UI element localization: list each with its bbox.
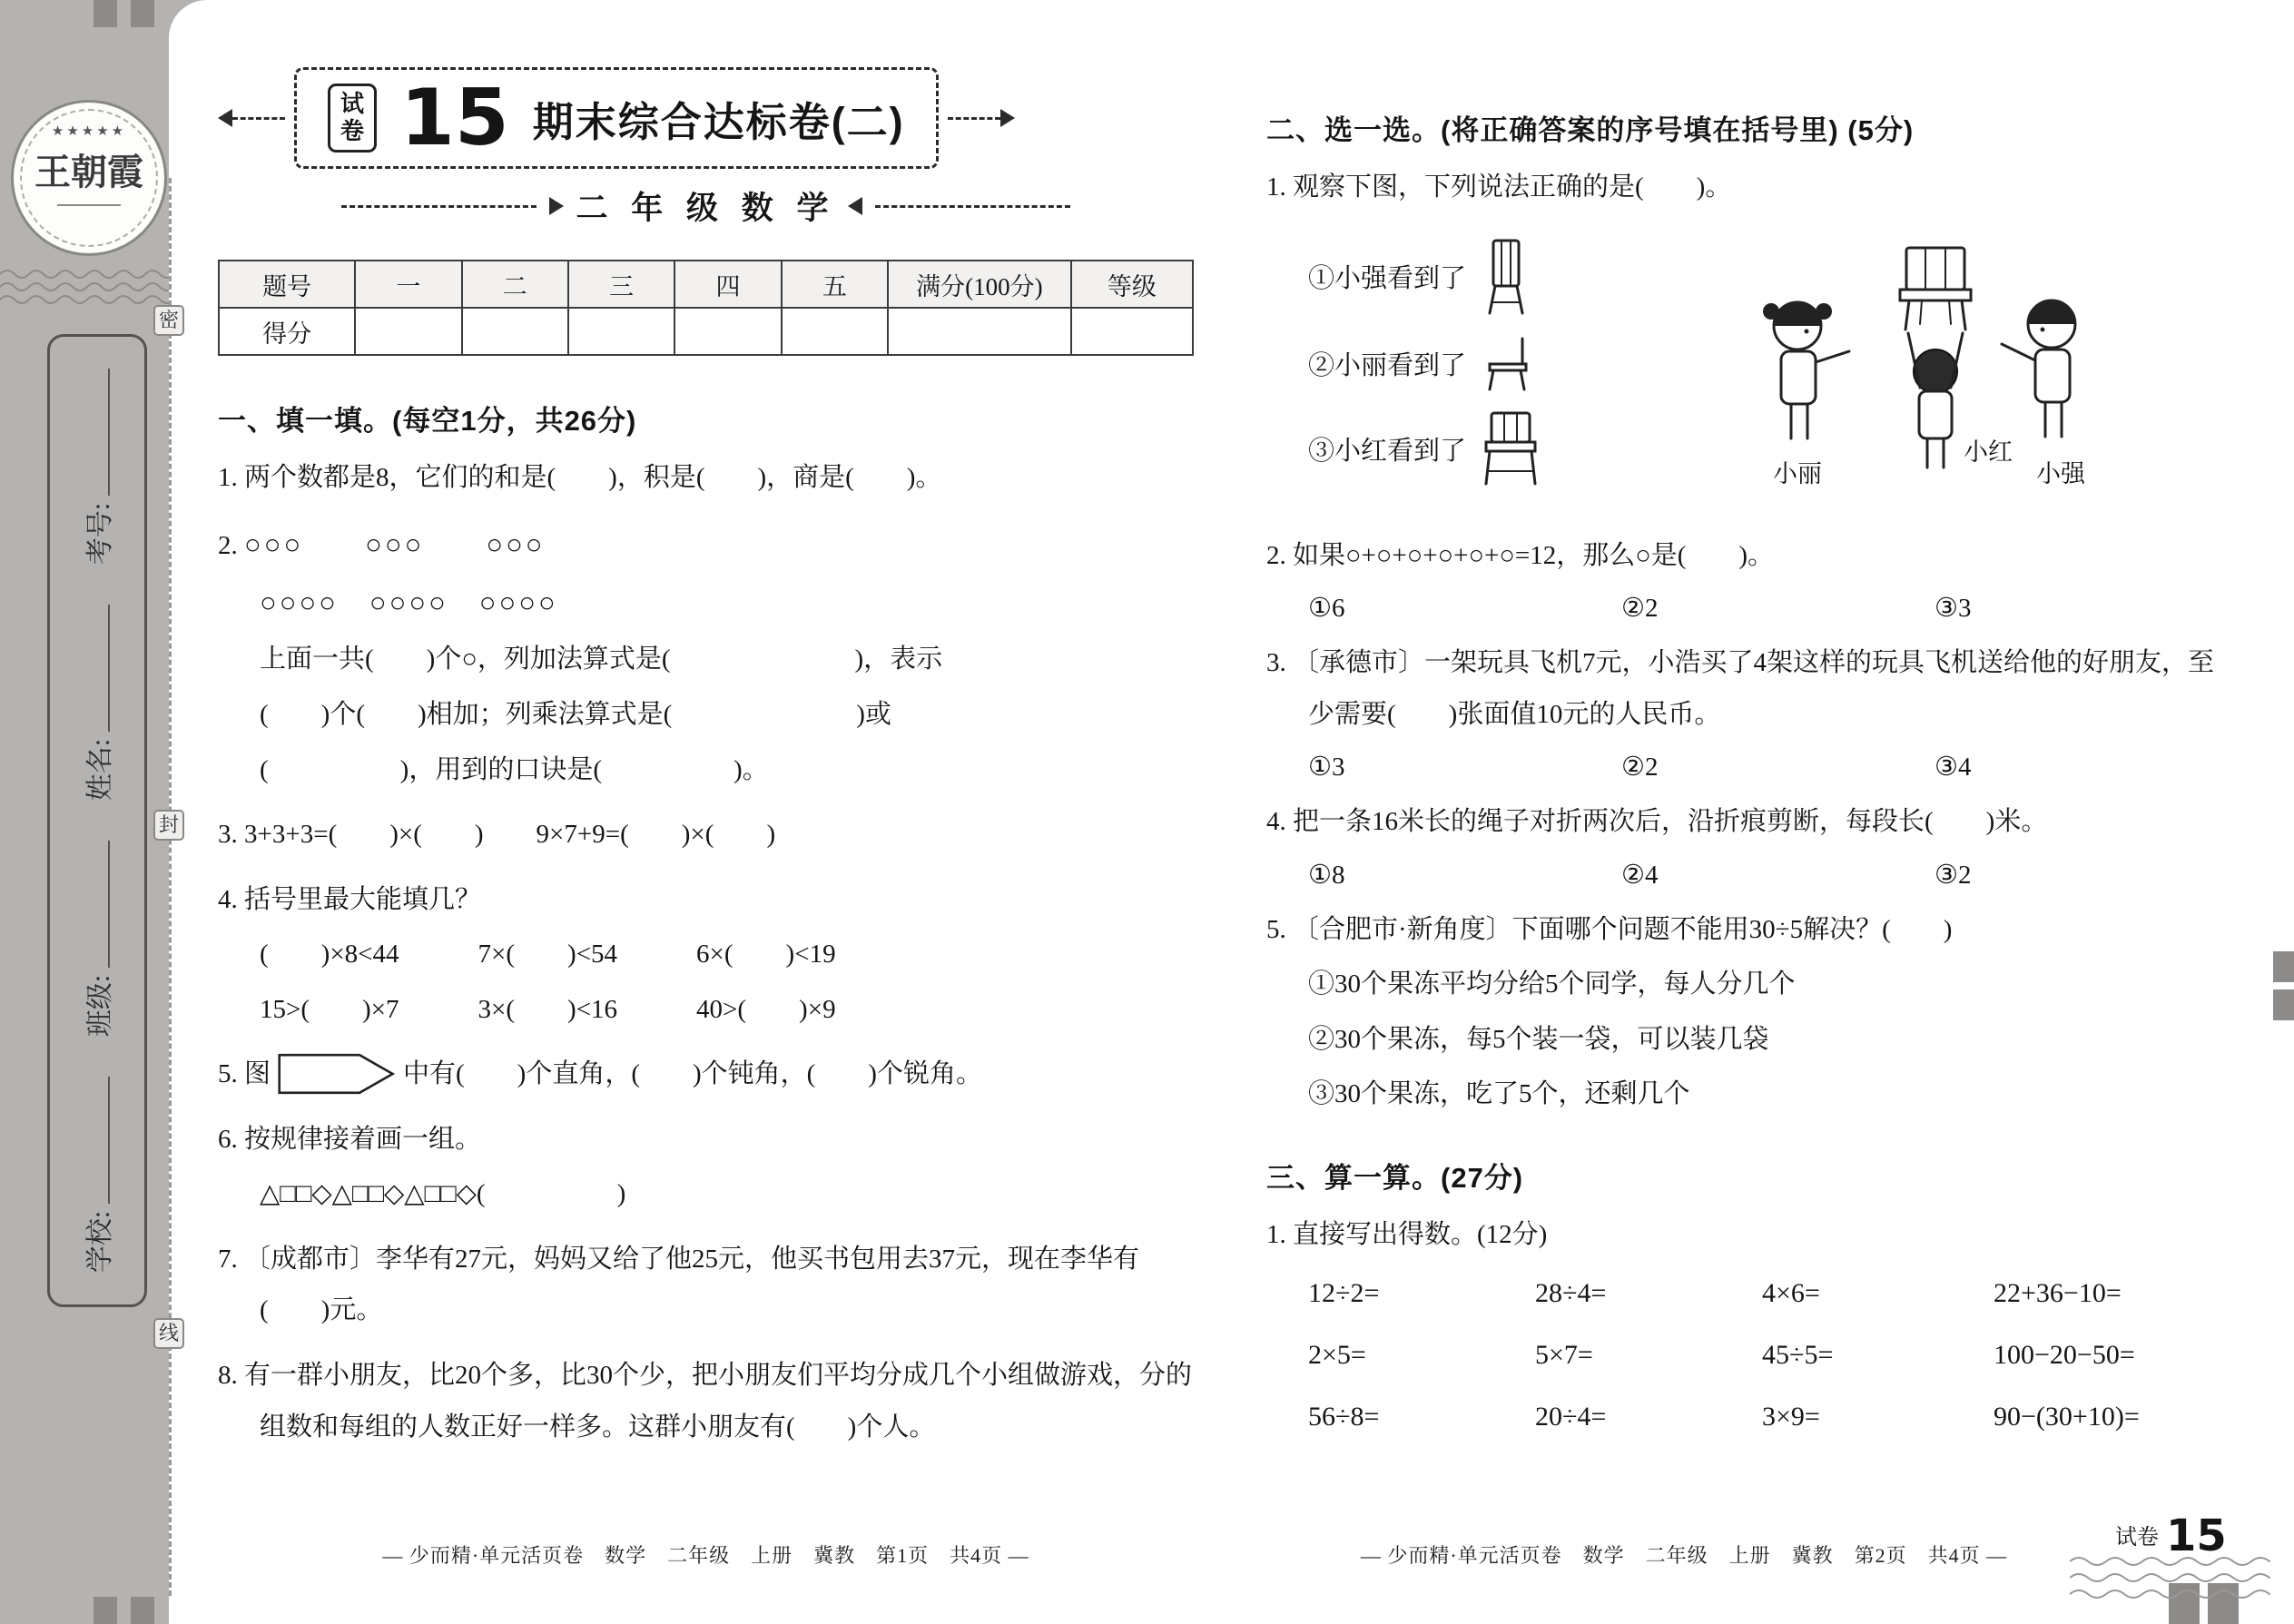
- calc-item: 56÷8=: [1308, 1402, 1380, 1432]
- child-xiaoli: [1763, 302, 1849, 438]
- section2-question-2: 2. 如果○+○+○+○+○+○=12，那么○是( )。: [1266, 540, 1775, 570]
- chair-options: [1266, 217, 1720, 487]
- score-cell: [674, 308, 781, 355]
- option-3: [1308, 411, 1720, 487]
- chair-front-view-icon: [1481, 411, 1541, 487]
- score-cell: [355, 308, 461, 355]
- question-1: 1. 两个数都是8，它们的和是( )，积是( )，商是( )。: [218, 463, 942, 492]
- option: ②2: [1621, 594, 1659, 624]
- question-2-line1: 上面一共( )个○，列加法算式是( )，表示: [260, 645, 943, 674]
- score-header-cell: 题号: [219, 261, 355, 308]
- class-field: [77, 841, 117, 1037]
- question-3-options: [1308, 751, 2227, 782]
- option: ③4: [1935, 753, 1972, 782]
- arrow-icon: [1000, 109, 1015, 127]
- calc-item: 3×9=: [1762, 1402, 1820, 1432]
- children-around-chair-illustration: [1720, 217, 2129, 517]
- publisher-logo: [11, 100, 167, 256]
- arrow-icon: [848, 197, 862, 215]
- right-page-footer: — 少而精·单元活页卷 数学 二年级 上册 冀教 第2页 共4页 —: [1360, 1544, 2008, 1567]
- score-header-cell: 四: [674, 261, 781, 308]
- score-header-cell: 三: [568, 261, 674, 308]
- question-2-circles: [218, 517, 1194, 572]
- option: ①3: [1308, 753, 1345, 782]
- score-header-cell: 一: [355, 261, 461, 308]
- question-8: 8. 有一群小朋友，比20个多，比30个少，把小朋友们平均分成几个小组做游戏，分的组数和每组的人数正好一样多。这群小朋友有( )个人。: [218, 1360, 1193, 1442]
- question-5-option-2: ②30个果冻，每5个装一袋，可以装几袋: [1308, 1024, 1769, 1054]
- question-2-line3: ( )，用到的口诀是( )。: [260, 754, 769, 784]
- option-1: [1308, 237, 1720, 317]
- question-2-marker: 2.: [218, 530, 244, 560]
- question-6: 6. 按规律接着画一组。: [218, 1124, 482, 1154]
- question-4-options: [1308, 859, 2227, 891]
- banner-tail: [948, 117, 1000, 120]
- corner-tab: [131, 0, 154, 27]
- calc-item: 12÷2=: [1308, 1278, 1380, 1309]
- edge-tab: [2273, 989, 2294, 1020]
- name-blank: [108, 605, 110, 732]
- question-4-row2: 15>( )×7 3×( )<16 40>( )×9: [260, 994, 836, 1024]
- score-header-cell: 五: [782, 261, 888, 308]
- title-banner-box: [294, 67, 939, 169]
- score-header-cell: 二: [462, 261, 568, 308]
- paper-badge: 试卷: [328, 84, 377, 153]
- calc-item: 45÷5=: [1762, 1340, 1834, 1371]
- name-label: 姓名:: [85, 738, 115, 802]
- question-5-suffix: 中有( )个直角，( )个钝角，( )个锐角。: [403, 1059, 982, 1089]
- score-value-row: [219, 308, 1193, 355]
- question-7: 7. 〔成都市〕李华有27元，妈妈又给了他25元，他买书包用去37元，现在李华有( )元。: [218, 1244, 1140, 1325]
- class-label: 班级:: [85, 974, 115, 1038]
- question-5-option-1: ①30个果冻平均分给5个同学，每人分几个: [1308, 969, 1796, 999]
- option: ①8: [1308, 860, 1345, 890]
- label-xiaoli: 小丽: [1773, 459, 1822, 487]
- score-cell: [462, 308, 568, 355]
- child-xiaohong: [1908, 333, 1963, 468]
- seal-line: [169, 178, 172, 1596]
- logo-brand-name: 王朝霞: [34, 152, 143, 192]
- score-cell: [1071, 308, 1193, 355]
- child-xiaoqiang: [2002, 300, 2075, 437]
- label-xiaoqiang: 小强: [2036, 459, 2085, 487]
- section2-question-3: 3. 〔承德市〕一架玩具飞机7元，小浩买了4架这样的玩具飞机送给他的好朋友，至少需要( )张面值10元的人民币。: [1266, 648, 2215, 729]
- student-info-fields: [52, 349, 143, 1293]
- section2-question-4: 4. 把一条16米长的绳子对折两次后，沿折痕剪断，每段长( )米。: [1266, 807, 2048, 837]
- score-cell: [888, 308, 1071, 355]
- section2-question-1: 1. 观察下图，下列说法正确的是( )。: [1266, 172, 1732, 202]
- school-field: [77, 1077, 117, 1273]
- question-3: 3. 3+3+3=( )×( ) 9×7+9=( )×( ): [218, 820, 776, 850]
- circle-row-bottom: ○○○○ ○○○○ ○○○○: [260, 586, 558, 618]
- logo-rule: [57, 204, 121, 206]
- question-5: [218, 1048, 1194, 1100]
- corner-tab: [131, 1597, 154, 1624]
- question-2-options: [1308, 592, 2227, 624]
- section1-title: 一、填一填。(每空1分，共26分): [218, 405, 637, 437]
- score-cell: [782, 308, 888, 355]
- paper-title: 期末综合达标卷(二): [532, 98, 905, 145]
- logo-stars: ★★★★★: [51, 124, 127, 139]
- examno-field: [77, 369, 117, 565]
- question-2-line2: ( )个( )相加；列乘法算式是( )或: [260, 699, 891, 729]
- question-5-prefix: 5. 图: [218, 1059, 271, 1089]
- chair-back-view-icon: [1481, 237, 1531, 317]
- option: ③2: [1935, 860, 1972, 890]
- edge-tab: [2273, 951, 2294, 982]
- seal-char: 封: [153, 810, 184, 841]
- school-label: 学校:: [85, 1210, 115, 1274]
- score-cell: [568, 308, 674, 355]
- school-blank: [108, 1077, 110, 1204]
- class-blank: [108, 841, 110, 968]
- score-header-cell: 等级: [1071, 261, 1193, 308]
- student-info-box: [47, 334, 147, 1307]
- calc-item: 20÷4=: [1535, 1402, 1607, 1432]
- right-page-column: [1266, 53, 2227, 1432]
- calc-item: 2×5=: [1308, 1340, 1366, 1371]
- page-number-badge: [2115, 1511, 2227, 1561]
- seal-char: 线: [153, 1318, 184, 1349]
- calc-grid: [1308, 1278, 2227, 1432]
- calc-item: 4×6=: [1762, 1278, 1820, 1309]
- calc-item: 90−(30+10)=: [1994, 1402, 2140, 1432]
- scene-chair: [1900, 248, 1971, 330]
- examno-blank: [108, 369, 110, 496]
- question-4: 4. 括号里最大能填几？: [218, 884, 482, 914]
- question-5-option-3: ③30个果冻，吃了5个，还剩几个: [1308, 1079, 1690, 1109]
- section3-title: 三、算一算。(27分): [1266, 1161, 1524, 1194]
- left-page-footer: — 少而精·单元活页卷 数学 二年级 上册 冀教 第1页 共4页 —: [382, 1544, 1029, 1567]
- paper-subtitle: 二 年 级 数 学: [576, 191, 836, 226]
- left-page-column: [218, 53, 1194, 1452]
- subtitle-dash: [875, 205, 1070, 208]
- label-xiaohong: 小红: [1964, 438, 2013, 466]
- score-row-label: 得分: [219, 308, 355, 355]
- calc-subtitle: 1. 直接写出得数。(12分): [1266, 1219, 1548, 1249]
- option-2-text: ②小丽看到了: [1308, 351, 1467, 381]
- corner-tab: [94, 1597, 117, 1624]
- arrow-icon: [549, 197, 564, 215]
- examno-label: 考号:: [85, 502, 115, 566]
- wave-decoration: [0, 265, 169, 312]
- chair-side-view-icon: [1481, 337, 1539, 391]
- seal-char: 密: [153, 305, 184, 336]
- subtitle-dash: [341, 205, 537, 208]
- page-badge-label: 试卷: [2115, 1526, 2159, 1550]
- calc-item: 100−20−50=: [1994, 1340, 2135, 1371]
- option-3-text: ③小红看到了: [1308, 437, 1467, 467]
- score-header-row: [219, 261, 1193, 308]
- corner-tab: [94, 0, 117, 27]
- option: ①6: [1308, 594, 1345, 624]
- option-2: [1308, 337, 1720, 391]
- pentagon-banner-shape: [278, 1053, 396, 1095]
- calc-item: 22+36−10=: [1994, 1278, 2122, 1309]
- option: ②4: [1621, 860, 1659, 890]
- calc-item: 5×7=: [1535, 1340, 1593, 1371]
- paper-number: 15: [400, 73, 509, 163]
- section2-title: 二、选一选。(将正确答案的序号填在括号里) (5分): [1266, 114, 1915, 146]
- subtitle-row: [218, 183, 1194, 229]
- page-badge-number: 15: [2166, 1511, 2227, 1561]
- option-1-text: ①小强看到了: [1308, 264, 1467, 294]
- arrow-icon: [218, 109, 232, 127]
- question-4-row1: ( )×8<44 7×( )<54 6×( )<19: [260, 940, 836, 969]
- option: ②2: [1621, 753, 1659, 782]
- calc-item: 28÷4=: [1535, 1278, 1607, 1309]
- section2-question-5: 5. 〔合肥市·新角度〕下面哪个问题不能用30÷5解决？( ): [1266, 914, 1953, 944]
- banner-tail: [232, 117, 285, 120]
- option: ③3: [1935, 594, 1972, 624]
- circle-row-top: ○○○ ○○○ ○○○: [244, 527, 546, 560]
- name-field: [77, 605, 117, 801]
- title-banner: [218, 67, 1194, 169]
- question-6-pattern: △□□◇△□□◇△□□◇( ): [260, 1179, 626, 1209]
- question-1-choices-block: [1266, 217, 2227, 517]
- score-table: [218, 260, 1194, 356]
- score-header-cell: 满分(100分): [888, 261, 1071, 308]
